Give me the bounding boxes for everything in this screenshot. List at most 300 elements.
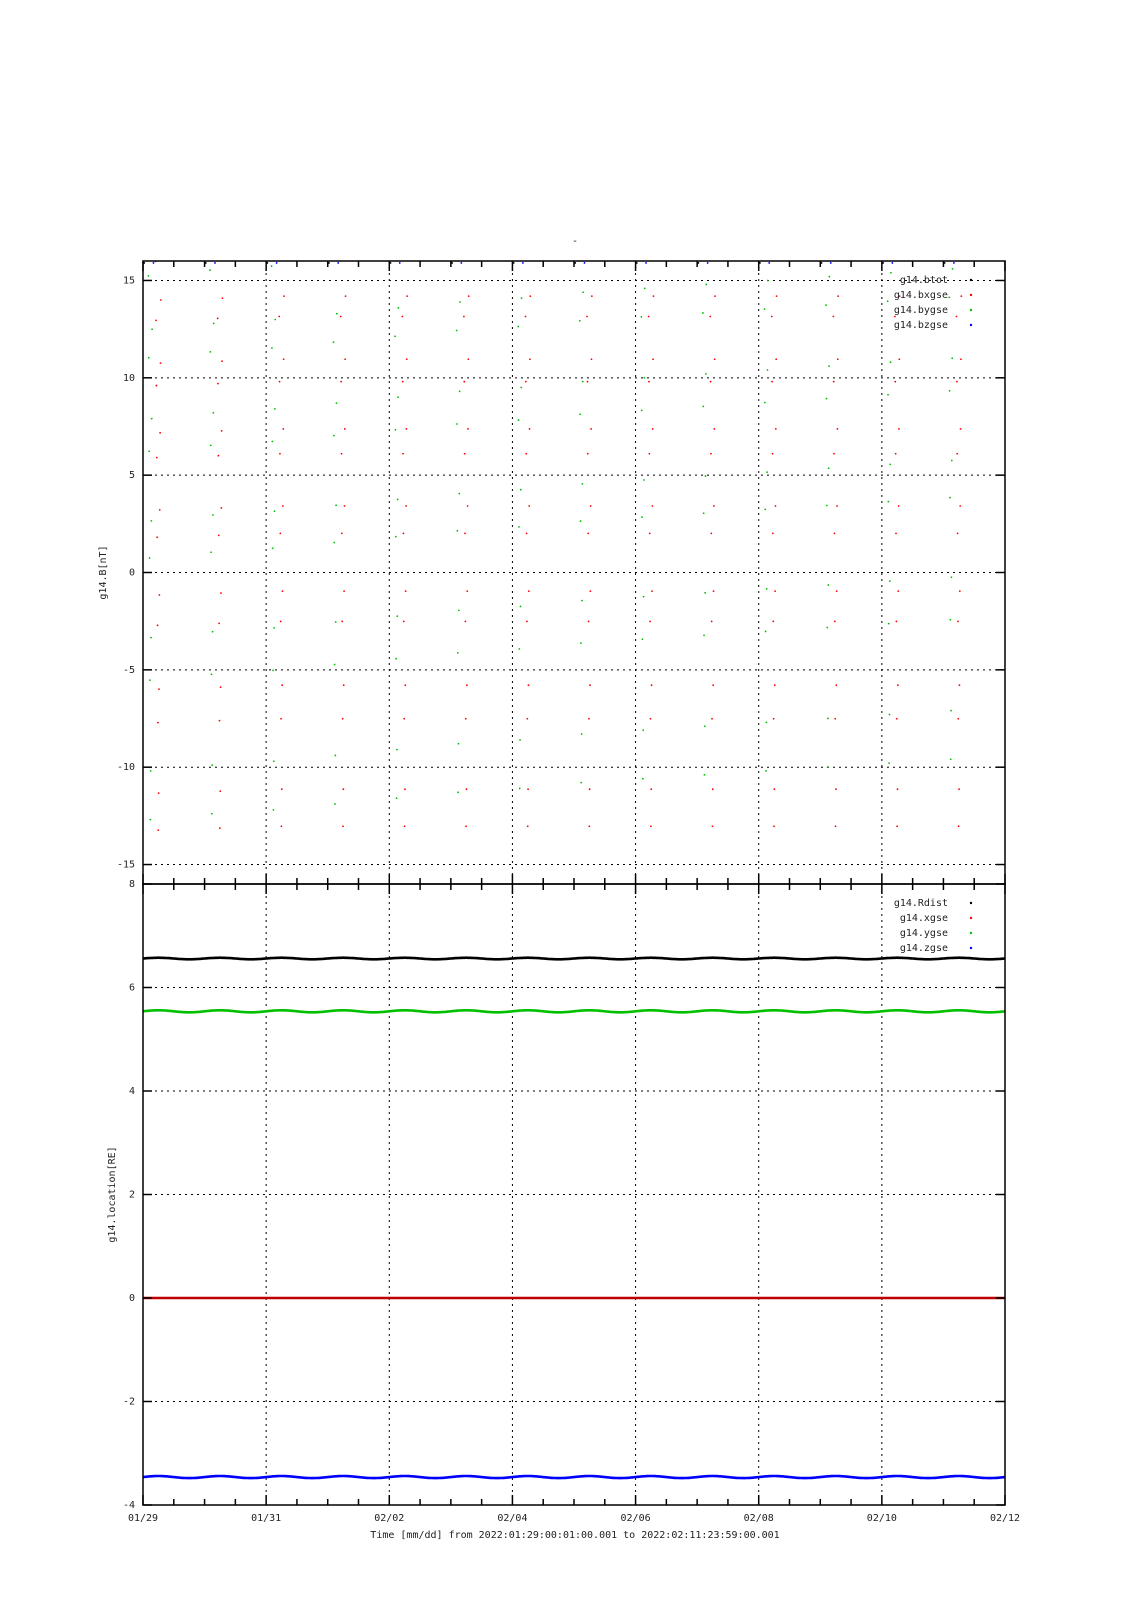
data-point (581, 733, 583, 735)
data-point (889, 463, 891, 465)
data-point (151, 328, 153, 330)
data-point (396, 749, 398, 751)
data-point (640, 316, 642, 318)
data-point (340, 381, 342, 383)
data-point (158, 792, 160, 794)
data-point (218, 622, 220, 624)
data-point (653, 295, 655, 297)
data-point (150, 770, 152, 772)
data-point (837, 428, 839, 430)
data-point (521, 297, 523, 299)
data-point (828, 467, 830, 469)
data-point (826, 505, 828, 507)
data-point (219, 827, 221, 829)
data-point (588, 718, 590, 720)
data-point (336, 402, 338, 404)
data-point (280, 621, 282, 623)
data-point (526, 718, 528, 720)
data-point (648, 316, 650, 318)
data-point (589, 684, 591, 686)
data-point (702, 406, 704, 408)
data-point (217, 318, 219, 320)
data-point (704, 774, 706, 776)
data-point (211, 673, 213, 675)
y-tick-label: 0 (128, 1293, 135, 1304)
data-point (212, 631, 214, 633)
data-point (898, 505, 900, 507)
data-point (214, 262, 216, 264)
data-point (273, 809, 275, 811)
data-point (649, 533, 651, 535)
data-point (149, 557, 151, 559)
data-point (157, 829, 159, 831)
data-point (765, 770, 767, 772)
data-point (772, 533, 774, 535)
data-point (525, 381, 527, 383)
y-tick-label: -10 (116, 762, 135, 774)
data-point (342, 825, 344, 827)
data-point (518, 526, 520, 528)
data-point (159, 432, 161, 434)
data-point (712, 788, 714, 790)
data-point (404, 684, 406, 686)
data-point (280, 718, 282, 720)
data-point (279, 453, 281, 455)
data-point (581, 483, 583, 485)
data-point (149, 679, 151, 681)
data-point (467, 358, 469, 360)
data-point (889, 714, 891, 716)
data-point (898, 428, 900, 430)
data-point (956, 316, 958, 318)
data-point (274, 510, 276, 512)
data-point (581, 600, 583, 602)
data-point (342, 718, 344, 720)
legend-label: g14.bygse (893, 305, 948, 316)
data-point (951, 460, 953, 462)
data-point (210, 444, 212, 446)
data-point (896, 718, 898, 720)
data-point (340, 316, 342, 318)
data-point (582, 291, 584, 293)
data-point (334, 664, 336, 666)
data-point (468, 295, 470, 297)
data-point (765, 721, 767, 723)
data-point (522, 262, 524, 264)
data-point (156, 457, 158, 459)
data-point (148, 357, 150, 359)
y-tick-label: 15 (122, 275, 135, 287)
data-point (333, 542, 335, 544)
data-point (519, 788, 521, 790)
x-axis-label: Time [mm/dd] from 2022:01:29:00:01:00.001 to 2022:02:11:23:59:00.001 (370, 1530, 780, 1541)
data-point (651, 505, 653, 507)
data-point (218, 534, 220, 536)
data-point (220, 507, 222, 509)
data-point (835, 788, 837, 790)
data-point (528, 684, 530, 686)
data-point (160, 362, 162, 364)
data-point (890, 361, 892, 363)
data-point (397, 307, 399, 309)
data-point (712, 825, 714, 827)
data-point (650, 718, 652, 720)
data-point (710, 533, 712, 535)
data-point (834, 533, 836, 535)
data-point (773, 825, 775, 827)
data-point (643, 479, 645, 481)
data-point (281, 788, 283, 790)
data-point (898, 358, 900, 360)
data-point (764, 508, 766, 510)
data-point (580, 642, 582, 644)
data-point (711, 621, 713, 623)
data-point (590, 428, 592, 430)
data-point (158, 594, 160, 596)
data-point (650, 788, 652, 790)
data-point (406, 428, 408, 430)
data-point (950, 758, 952, 760)
data-point (591, 358, 593, 360)
data-point (889, 580, 891, 582)
data-point (960, 295, 962, 297)
data-point (958, 825, 960, 827)
data-point (213, 322, 215, 324)
legend-label: g14.Rdist (893, 898, 948, 909)
data-point (527, 825, 529, 827)
data-point (459, 391, 461, 393)
data-point (648, 453, 650, 455)
data-point (951, 576, 953, 578)
data-point (341, 453, 343, 455)
y-tick-label: 0 (128, 567, 135, 579)
data-point (397, 499, 399, 501)
legend-marker (970, 309, 972, 311)
data-point (456, 330, 458, 332)
data-point (705, 475, 707, 477)
data-point (271, 441, 273, 443)
x-tick-label: 02/12 (989, 1513, 1021, 1524)
data-point (399, 262, 401, 264)
data-point (826, 627, 828, 629)
legend-marker (970, 902, 972, 904)
data-point (652, 358, 654, 360)
data-point (281, 684, 283, 686)
data-point (274, 319, 276, 321)
data-point (402, 381, 404, 383)
data-point (949, 390, 951, 392)
data-point (710, 453, 712, 455)
data-point (220, 686, 222, 688)
data-point (458, 609, 460, 611)
data-point (833, 381, 835, 383)
data-point (335, 504, 337, 506)
data-point (833, 453, 835, 455)
data-point (220, 592, 222, 594)
data-point (517, 326, 519, 328)
data-point (457, 791, 459, 793)
y-tick-label: 6 (128, 982, 135, 994)
legend-label: g14.bxgse (893, 290, 948, 301)
data-point (588, 825, 590, 827)
data-point (703, 512, 705, 514)
data-point (641, 409, 643, 411)
data-point (649, 621, 651, 623)
data-point (579, 320, 581, 322)
data-point (403, 718, 405, 720)
data-point (897, 590, 899, 592)
data-point (343, 684, 345, 686)
data-point (337, 262, 339, 264)
data-point (527, 788, 529, 790)
data-point (891, 262, 893, 264)
data-point (837, 358, 839, 360)
data-point (282, 590, 284, 592)
data-point (520, 489, 522, 491)
data-point (402, 453, 404, 455)
data-point (958, 788, 960, 790)
data-point (528, 505, 530, 507)
data-point (834, 621, 836, 623)
data-point (401, 316, 403, 318)
data-point (279, 381, 281, 383)
data-point (518, 419, 520, 421)
data-point (773, 788, 775, 790)
data-point (835, 684, 837, 686)
data-point (827, 584, 829, 586)
data-point (519, 739, 521, 741)
data-point (158, 688, 160, 690)
legend-label: g14.ygse (899, 928, 948, 939)
data-point (960, 428, 962, 430)
data-point (887, 394, 889, 396)
data-point (768, 262, 770, 264)
data-point (525, 316, 527, 318)
legend-label: g14.btot (899, 275, 948, 286)
series-g14-Rdist (143, 958, 1005, 960)
y-tick-label: -15 (116, 859, 135, 871)
data-point (212, 412, 214, 414)
data-point (465, 718, 467, 720)
x-tick-label: 02/08 (743, 1513, 774, 1524)
data-point (526, 533, 528, 535)
data-point (336, 313, 338, 315)
data-point (271, 265, 273, 267)
data-point (960, 358, 962, 360)
data-point (518, 648, 520, 650)
data-point (466, 590, 468, 592)
legend-marker (970, 932, 972, 934)
data-point (150, 520, 152, 522)
data-point (395, 429, 397, 431)
y-tick-label: 4 (128, 1086, 135, 1097)
legend-label: g14.bzgse (893, 320, 948, 331)
data-point (642, 638, 644, 640)
data-point (209, 351, 211, 353)
data-point (834, 718, 836, 720)
data-point (403, 533, 405, 535)
data-point (221, 430, 223, 432)
data-point (276, 262, 278, 264)
data-point (282, 428, 284, 430)
legend-label: g14.zgse (899, 943, 948, 954)
data-point (157, 722, 159, 724)
data-point (211, 764, 213, 766)
data-point (219, 720, 221, 722)
data-point (711, 718, 713, 720)
data-point (273, 627, 275, 629)
data-point (217, 383, 219, 385)
data-point (586, 316, 588, 318)
data-point (645, 262, 647, 264)
data-point (579, 413, 581, 415)
data-point (271, 347, 273, 349)
data-point (832, 316, 834, 318)
data-point (828, 276, 830, 278)
data-point (774, 590, 776, 592)
data-point (584, 262, 586, 264)
x-tick-label: 01/31 (251, 1513, 282, 1524)
data-point (956, 381, 958, 383)
data-point (896, 825, 898, 827)
data-point (464, 621, 466, 623)
data-point (771, 316, 773, 318)
data-point (710, 381, 712, 383)
data-point (591, 295, 593, 297)
data-point (709, 316, 711, 318)
series-line (143, 1010, 1005, 1012)
data-point (704, 725, 706, 727)
data-point (463, 381, 465, 383)
data-point (404, 788, 406, 790)
data-point (457, 652, 459, 654)
legend-marker (970, 917, 972, 919)
data-point (529, 358, 531, 360)
data-point (648, 381, 650, 383)
series-line (143, 958, 1005, 960)
data-point (406, 295, 408, 297)
y-tick-label: 8 (128, 879, 135, 890)
data-point (458, 493, 460, 495)
data-point (705, 373, 707, 375)
data-point (950, 710, 952, 712)
data-point (341, 533, 343, 535)
data-point (827, 766, 829, 768)
data-point (465, 825, 467, 827)
data-point (279, 533, 281, 535)
data-point (888, 762, 890, 764)
data-point (897, 788, 899, 790)
data-point (406, 358, 408, 360)
data-point (156, 385, 158, 387)
data-point (897, 684, 899, 686)
data-point (281, 825, 283, 827)
data-point (713, 505, 715, 507)
data-point (212, 514, 214, 516)
data-point (333, 435, 335, 437)
data-point (272, 669, 274, 671)
data-point (580, 782, 582, 784)
data-point (772, 453, 774, 455)
data-point (341, 621, 343, 623)
data-point (520, 606, 522, 608)
data-point (956, 453, 958, 455)
data-point (702, 312, 704, 314)
data-point (272, 547, 274, 549)
data-point (273, 760, 275, 762)
x-tick-label: 02/06 (620, 1513, 651, 1524)
data-point (159, 509, 161, 511)
data-point (948, 296, 950, 298)
data-point (643, 377, 645, 379)
data-point (526, 621, 528, 623)
y-tick-label: 10 (122, 372, 135, 384)
data-point (588, 621, 590, 623)
data-point (590, 505, 592, 507)
data-point (222, 297, 224, 299)
data-point (344, 428, 346, 430)
data-point (342, 788, 344, 790)
data-point (463, 316, 465, 318)
data-point (766, 588, 768, 590)
data-point (957, 533, 959, 535)
x-tick-label: 02/04 (497, 1513, 528, 1524)
x-tick-label: 01/29 (127, 1513, 159, 1524)
data-point (466, 684, 468, 686)
data-point (148, 275, 150, 277)
data-point (467, 428, 469, 430)
data-point (890, 272, 892, 274)
data-point (775, 428, 777, 430)
data-point (405, 505, 407, 507)
data-point (529, 295, 531, 297)
data-point (765, 631, 767, 633)
data-point (344, 505, 346, 507)
data-point (155, 319, 157, 321)
data-point (650, 825, 652, 827)
x-tick-label: 02/02 (374, 1513, 405, 1524)
data-point (274, 408, 276, 410)
data-point (345, 295, 347, 297)
data-point (396, 615, 398, 617)
data-point (525, 453, 527, 455)
data-point (278, 316, 280, 318)
legend-marker (970, 279, 972, 281)
data-point (403, 621, 405, 623)
data-point (775, 505, 777, 507)
data-point (217, 455, 219, 457)
data-point (825, 304, 827, 306)
data-point (587, 453, 589, 455)
data-point (395, 536, 397, 538)
data-point (459, 301, 461, 303)
data-point (335, 621, 337, 623)
data-point (587, 533, 589, 535)
data-point (589, 788, 591, 790)
data-point (464, 533, 466, 535)
data-point (835, 825, 837, 827)
figure-title: - (571, 236, 579, 247)
data-point (582, 381, 584, 383)
data-point (405, 590, 407, 592)
data-point (712, 684, 714, 686)
data-point (827, 718, 829, 720)
data-point (774, 684, 776, 686)
data-point (771, 381, 773, 383)
data-point (394, 335, 396, 337)
data-point (580, 520, 582, 522)
data-point (773, 718, 775, 720)
